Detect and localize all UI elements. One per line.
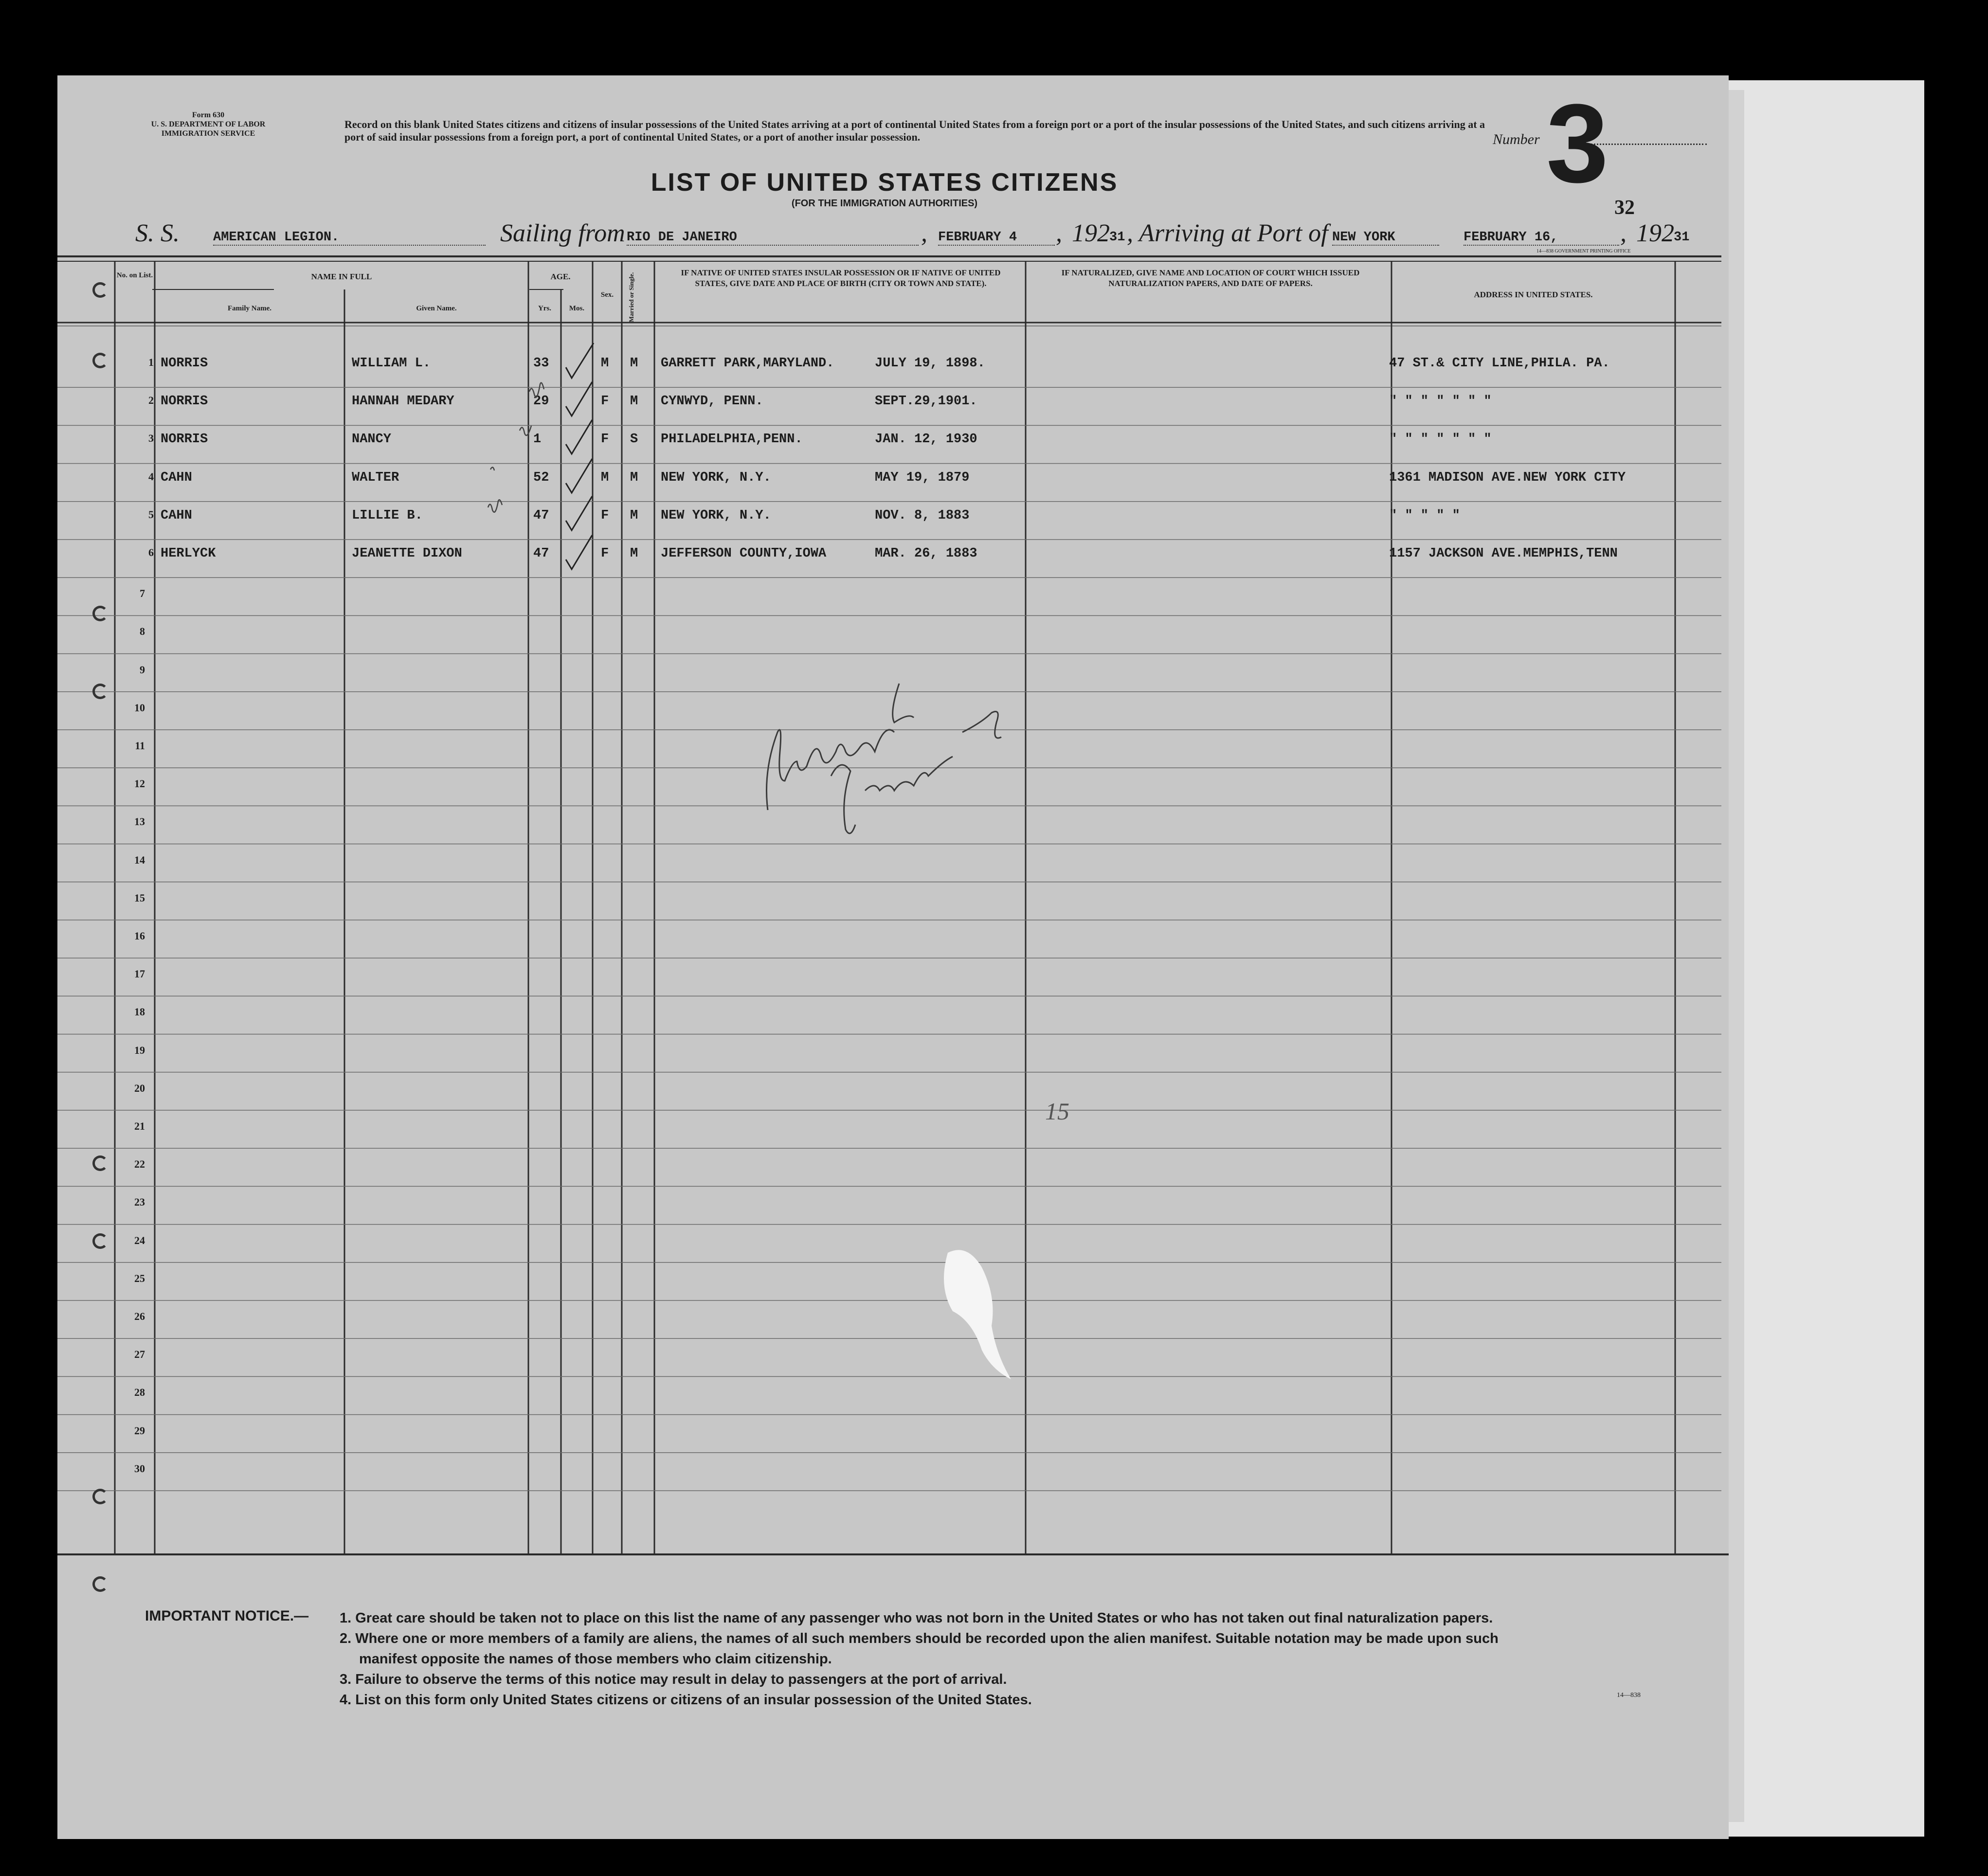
- marital-status: M: [630, 508, 638, 523]
- list-number: 3: [1546, 81, 1608, 206]
- service: IMMIGRATION SERVICE: [161, 129, 255, 138]
- row-number: 11: [135, 740, 145, 752]
- row-number: 18: [134, 1006, 145, 1018]
- birth-place: NEW YORK, N.Y.: [661, 508, 771, 523]
- year-prefix-1: 192: [1072, 219, 1110, 247]
- given-name: NANCY: [352, 432, 392, 447]
- marital-status: M: [630, 470, 638, 485]
- row-number: 7: [140, 587, 145, 600]
- col-header-naturalized: IF NATURALIZED, GIVE NAME AND LOCATION OF COURT WHICH ISSUED NATURALIZATION PAPERS, AND DATE OF PAPERS.: [1061, 268, 1360, 288]
- birth-date: JAN. 12, 1930: [875, 432, 977, 447]
- col-header-no: No. on List.: [116, 271, 153, 279]
- ss-label: S. S.: [135, 219, 180, 247]
- col-header-married: Married or Single.: [628, 272, 635, 323]
- departure-date: FEBRUARY 4: [938, 230, 1055, 246]
- handwritten-mark: 15: [1045, 1098, 1069, 1125]
- age-years: 47: [533, 508, 549, 523]
- department: U. S. DEPARTMENT OF LABOR: [151, 120, 266, 128]
- birth-date: SEPT.29,1901.: [875, 394, 977, 409]
- row-number: 21: [134, 1120, 145, 1132]
- row-number: 3: [148, 432, 154, 445]
- row-number: 22: [134, 1158, 145, 1171]
- age-years: 29: [533, 394, 549, 409]
- sex: F: [601, 394, 609, 409]
- col-header-birth: IF NATIVE OF UNITED STATES INSULAR POSSESSION OR IF NATIVE OF UNITED STATES, GIVE DATE AND PLACE OF BIRTH (CITY OR TOWN AND STATE).: [681, 268, 1001, 288]
- age-years: 33: [533, 356, 549, 371]
- instructions: Record on this blank United States citizens and citizens of insular possessions of the United States arriving at a port of continental United States from a foreign port or a port of the insular possessions of the United States, and such citizens arriving at a port of said insular possessions from a foreign port, a port of continental United States, or a port of another insular possession.: [344, 118, 1485, 143]
- birth-place: NEW YORK, N.Y.: [661, 470, 771, 485]
- row-number: 23: [134, 1196, 145, 1209]
- family-name: NORRIS: [161, 432, 208, 447]
- col-header-given: Given Name.: [416, 305, 457, 312]
- us-address: 1157 JACKSON AVE.MEMPHIS,TENN: [1389, 546, 1618, 561]
- notice-item-1: 1. Great care should be taken not to place on this list the name of any passenger who was not born in the United States or who has not taken out final naturalization papers.: [340, 1610, 1493, 1626]
- row-number: 9: [140, 663, 145, 676]
- binder-hole: [92, 1576, 108, 1592]
- birth-place: JEFFERSON COUNTY,IOWA: [661, 546, 827, 561]
- row-number: 24: [134, 1234, 145, 1246]
- form-reference: 14—838: [1617, 1692, 1641, 1699]
- binder-hole: [92, 282, 108, 298]
- printer-note: 14—838 GOVERNMENT PRINTING OFFICE: [1536, 249, 1631, 254]
- row-number: 1: [148, 356, 154, 368]
- signature: [753, 674, 1065, 878]
- row-number: 15: [134, 891, 145, 904]
- marital-status: M: [630, 356, 638, 371]
- back-sheet: [1720, 80, 1924, 1837]
- binder-hole: [92, 1489, 108, 1504]
- row-number: 25: [134, 1272, 145, 1284]
- given-name: LILLIE B.: [352, 508, 423, 523]
- sex: F: [601, 508, 609, 523]
- us-address: 1361 MADISON AVE.NEW YORK CITY: [1389, 470, 1626, 485]
- binder-hole: [92, 606, 108, 621]
- row-number: 19: [134, 1044, 145, 1056]
- birth-place: GARRETT PARK,MARYLAND.: [661, 356, 834, 371]
- page-title: LIST OF UNITED STATES CITIZENS: [651, 168, 1119, 197]
- ship-name: AMERICAN LEGION.: [213, 230, 486, 246]
- row-number: 8: [140, 625, 145, 638]
- row-number: 27: [134, 1348, 145, 1361]
- arriving-label: , Arriving at Port of: [1127, 219, 1328, 247]
- initials-marks: [488, 383, 544, 512]
- us-address: 47 ST.& CITY LINE,PHILA. PA.: [1389, 356, 1610, 371]
- row-number: 13: [134, 815, 145, 828]
- col-header-mos: Mos.: [569, 305, 585, 312]
- page-subtitle: (FOR THE IMMIGRATION AUTHORITIES): [791, 198, 978, 209]
- sex: F: [601, 432, 609, 447]
- family-name: NORRIS: [161, 394, 208, 409]
- form-number: Form 630: [192, 111, 225, 119]
- notice-item-2: 2. Where one or more members of a family are aliens, the names of all such members should be recorded upon the alien manifest. Suitable notation may be made upon such: [340, 1631, 1499, 1646]
- row-number: 10: [134, 701, 145, 714]
- paper-tear: [933, 1243, 1021, 1379]
- col-header-yrs: Yrs.: [538, 305, 552, 312]
- year-prefix-2: 192: [1636, 219, 1674, 247]
- given-name: WILLIAM L.: [352, 356, 431, 371]
- departure-port: RIO DE JANEIRO: [627, 230, 919, 246]
- us-address: " " " " " " ": [1389, 394, 1492, 409]
- row-number: 26: [134, 1310, 145, 1322]
- row-number: 20: [134, 1082, 145, 1094]
- row-number: 28: [134, 1386, 145, 1399]
- row-number: 17: [134, 968, 145, 980]
- sailing-label: Sailing from: [500, 219, 625, 247]
- binder-hole: [92, 1233, 108, 1249]
- sex: F: [601, 546, 609, 561]
- given-name: WALTER: [352, 470, 399, 485]
- birth-date: NOV. 8, 1883: [875, 508, 970, 523]
- marital-status: M: [630, 546, 638, 561]
- sex: M: [601, 470, 609, 485]
- family-name: CAHN: [161, 508, 192, 523]
- marital-status: S: [630, 432, 638, 447]
- row-number: 2: [148, 394, 154, 407]
- birth-date: MAY 19, 1879: [875, 470, 970, 485]
- col-header-name: NAME IN FULL: [311, 272, 372, 281]
- row-number: 14: [134, 853, 145, 866]
- row-number: 30: [134, 1462, 145, 1475]
- notice-items: [340, 1608, 1751, 1710]
- row-number: 5: [148, 508, 154, 521]
- row-number: 12: [134, 777, 145, 790]
- col-header-sex: Sex.: [600, 291, 614, 299]
- given-name: HANNAH MEDARY: [352, 394, 454, 409]
- us-address: " " " " " " ": [1389, 432, 1492, 447]
- age-years: 1: [533, 432, 542, 447]
- family-name: NORRIS: [161, 356, 208, 371]
- birth-date: MAR. 26, 1883: [875, 546, 977, 561]
- notice-item-2-cont: manifest opposite the names of those members who claim citizenship.: [359, 1651, 832, 1667]
- departure-year: 31: [1109, 230, 1125, 245]
- col-header-age: AGE.: [550, 272, 571, 281]
- age-years: 47: [533, 546, 549, 561]
- row-number: 6: [148, 546, 154, 559]
- family-name: CAHN: [161, 470, 192, 485]
- birth-place: CYNWYD, PENN.: [661, 394, 763, 409]
- page-number: 32: [1614, 197, 1635, 219]
- notice-item-3: 3. Failure to observe the terms of this notice may result in delay to passengers at the port of arrival.: [340, 1672, 1007, 1687]
- birth-date: JULY 19, 1898.: [875, 356, 985, 371]
- binder-hole: [92, 684, 108, 699]
- binder-hole: [92, 353, 108, 368]
- marital-status: M: [630, 394, 638, 409]
- col-header-family: Family Name.: [228, 305, 271, 312]
- age-years: 52: [533, 470, 549, 485]
- col-header-address: ADDRESS IN UNITED STATES.: [1474, 290, 1593, 299]
- notice-item-4: 4. List on this form only United States citizens or citizens of an insular possession of the United States.: [340, 1692, 1032, 1708]
- arrival-port: NEW YORK: [1332, 230, 1439, 246]
- birth-place: PHILADELPHIA,PENN.: [661, 432, 803, 447]
- arrival-year: 31: [1674, 230, 1690, 245]
- notice-heading: IMPORTANT NOTICE.—: [145, 1608, 309, 1624]
- given-name: JEANETTE DIXON: [352, 546, 462, 561]
- row-number: 4: [148, 470, 154, 483]
- manifest-page: Form 630 U. S. DEPARTMENT OF LABOR IMMIGRATION SERVICE Record on this blank United States citizens and citizens of insular possessions of the United States arriving at a port of continental United States from a foreign port or a port of the insular possessions of the United States, and such citizens arriving at a port of said insular possessions from a foreign port, a port of continental United States, or a port of another insular possession. Number 3 32 LIST OF UNITED STATES CITIZENS (FOR THE IMMIGRATION AUTHORITIES) S. S. AMERICAN LEGION. Sailing from RIO DE JANEIRO , FEBRUARY 4 , 192 31 , Arriving at Port of NEW YORK FEBRUARY 16, , 192 31 14—838 GOVERNMENT PRINTING OFFICE No. on List. NAME IN FULL Family Name. Given Name. AGE. Yrs. Mos. Sex. Married or Single. IF NATIVE OF UNITED STATES INSULAR POSSESSION OR IF NATIVE OF UNITED STATES, GIVE DATE AND PLACE OF BIRTH (CITY OR TOWN AND STATE). IF NATURALIZED, GIVE NAME AND LOCATION OF COURT WHICH ISSUED NATURALIZATION PAPERS, AND DATE OF PAPERS. ADDRESS IN UNITED STATES. 1 NORRIS WILLIAM L. 33 M M GARRETT PARK,MARYLAND. JULY 19, 1898. 47 ST.& CITY LINE,PHILA. PA. 2 NORRIS HANNAH MEDARY 29 F M CYNWYD, PENN. SEPT.29,1901. " " " " " " " 3 NORRIS NANCY 1 F S PHILADELPHIA,PENN. JAN. 12, 1930 " " " " " " " 4 CAHN WALTER 52 M M NEW YORK, N.Y. MAY 19, 1879 1361 MADISON AVE.NEW YORK CITY 5 CAHN LILLIE B. 47 F M NEW YORK, N.Y. NOV. 8, 1883 " " " " " 6 HERLYCK JEANETTE DIXON 47 F M JEFFERSON COUNTY,IOWA MAR. 26, 1883 1157 JACKSON AVE.MEMPHIS,TENN 7 8 9 10 11 12 13 14 15 16 17 18 19 20 21 22 23 24 25 26 27 28 29 30 15 IMPORTANT NOTICE.— 1. Great care should be taken not to place on this list the name of any passenger who was not born in the United States or who has not taken out final naturalization papers. 2. Where one or more members of a family are aliens, the names of all such members should be recorded upon the alien manifest. Suitable notation may be made upon such manifest opposite the names of those members who claim citizenship. 3. Failure to observe the terms of this notice may result in delay to passengers at the port of arrival. 4. List on this form only United States citizens or citizens of an insular possession of the United States. 14—838: [57, 75, 1729, 1839]
- us-address: " " " " ": [1389, 508, 1460, 523]
- arrival-date: FEBRUARY 16,: [1464, 230, 1619, 246]
- row-number: 16: [134, 930, 145, 942]
- checkmarks: [57, 75, 1729, 1839]
- sex: M: [601, 356, 609, 371]
- number-label: Number: [1493, 131, 1540, 147]
- binder-hole: [92, 1155, 108, 1171]
- family-name: HERLYCK: [161, 546, 216, 561]
- row-number: 29: [134, 1424, 145, 1437]
